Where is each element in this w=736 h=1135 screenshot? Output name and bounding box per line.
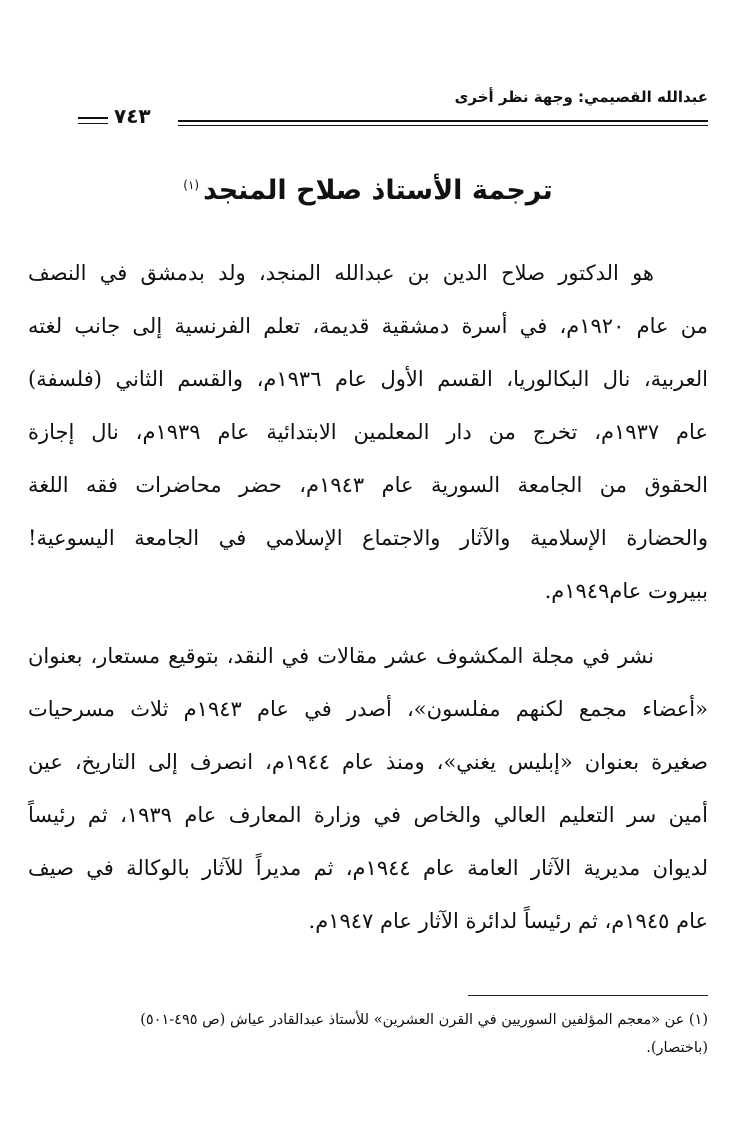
header-rule-thin (178, 125, 708, 126)
footnote-line: (باختصار). (646, 1040, 708, 1056)
text-line: والحضارة الإسلامية والآثار والاجتماع الإسلامي في الجامعة اليسوعية! (28, 526, 708, 550)
text-line: أمين سر التعليم العالي والخاص في وزارة المعارف عام ١٩٣٩، ثم رئيساً (28, 803, 708, 827)
title-footnote-mark: (١) (183, 178, 200, 192)
footnote-rule (468, 995, 708, 996)
text-line: «أعضاء مجمع لكنهم مفلسون»، أصدر في عام ١٩٤٣م ثلاث مسرحيات (28, 697, 708, 721)
text-line: الحقوق من الجامعة السورية عام ١٩٤٣م، حضر محاضرات فقه اللغة (28, 473, 708, 497)
text-line: لديوان مديرية الآثار العامة عام ١٩٤٤م، ثم مديراً للآثار بالوكالة في صيف (28, 856, 708, 880)
footnote (28, 1006, 708, 1062)
text-line: عام ١٩٣٧م، تخرج من دار المعلمين الابتدائية عام ١٩٣٩م، نال إجازة (28, 420, 708, 444)
text-line: ببيروت عام١٩٤٩م. (544, 579, 708, 603)
text-line: صغيرة بعنوان «إبليس يغني»، ومنذ عام ١٩٤٤م، انصرف إلى التاريخ، عين (28, 750, 708, 774)
page-number: ٧٤٣ (114, 104, 151, 128)
text-line: هو الدكتور صلاح الدين بن عبدالله المنجد، ولد بدمشق في النصف (28, 261, 654, 285)
chapter-title (183, 175, 552, 206)
text-line: نشر في مجلة المكشوف عشر مقالات في النقد، بتوقيع مستعار، بعنوان (28, 644, 654, 668)
running-header-title: عبدالله القصيمي: وجهة نظر أخرى (454, 88, 708, 106)
text-line: عام ١٩٤٥م، ثم رئيساً لدائرة الآثار عام ١٩٤٧م. (308, 909, 708, 933)
paragraph-2 (28, 630, 708, 948)
chapter-title-text: ترجمة الأستاذ صلاح المنجد (203, 175, 553, 206)
paragraph-1 (28, 247, 708, 618)
text-line: من عام ١٩٢٠م، في أسرة دمشقية قديمة، تعلم الفرنسية إلى جانب لغته (28, 314, 708, 338)
chapter-title-wrap (0, 175, 736, 206)
footnote-line: (١) عن «معجم المؤلفين السوريين في القرن العشرين» للأستاذ عبدالقادر عياش (ص ٤٩٥-٥٠١) (140, 1012, 708, 1028)
text-line: العربية، نال البكالوريا، القسم الأول عام ١٩٣٦م، والقسم الثاني (فلسفة) (28, 367, 708, 391)
header-rule (178, 120, 708, 122)
